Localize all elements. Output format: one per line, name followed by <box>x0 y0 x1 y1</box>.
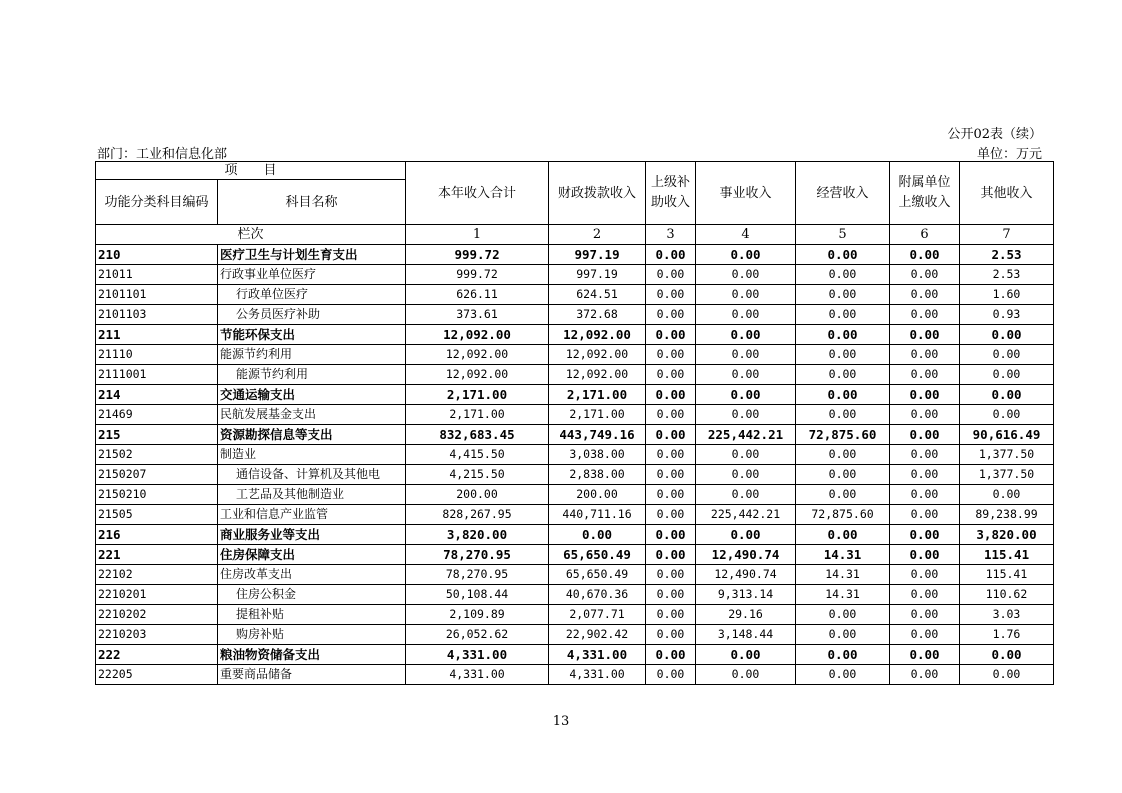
row-other: 1.60 <box>960 285 1054 305</box>
row-code: 2150210 <box>96 485 218 505</box>
row-affiliate: 0.00 <box>890 285 960 305</box>
row-superior: 0.00 <box>646 505 696 525</box>
row-other: 89,238.99 <box>960 505 1054 525</box>
row-operating: 14.31 <box>796 545 890 565</box>
superior-header <box>646 162 696 225</box>
row-fiscal: 40,670.36 <box>549 585 646 605</box>
row-fiscal: 200.00 <box>549 485 646 505</box>
row-total: 2,171.00 <box>406 405 549 425</box>
row-affiliate: 0.00 <box>890 265 960 285</box>
business-header: 事业收入 <box>696 162 796 225</box>
col-index-5: 5 <box>796 225 890 245</box>
table-row <box>96 405 1054 425</box>
row-total: 832,683.45 <box>406 425 549 445</box>
row-other: 0.00 <box>960 665 1054 685</box>
row-business: 0.00 <box>696 245 796 265</box>
row-business: 0.00 <box>696 345 796 365</box>
row-operating: 0.00 <box>796 245 890 265</box>
row-code: 2101101 <box>96 285 218 305</box>
table-row <box>96 265 1054 285</box>
affiliate-header <box>890 162 960 225</box>
row-affiliate: 0.00 <box>890 605 960 625</box>
table-row <box>96 285 1054 305</box>
row-total: 50,108.44 <box>406 585 549 605</box>
row-affiliate: 0.00 <box>890 645 960 665</box>
row-superior: 0.00 <box>646 325 696 345</box>
row-name: 粮油物资储备支出 <box>218 645 406 665</box>
name-header: 科目名称 <box>218 180 406 225</box>
row-name: 公务员医疗补助 <box>218 305 406 325</box>
row-fiscal: 372.68 <box>549 305 646 325</box>
table-row <box>96 585 1054 605</box>
row-operating: 0.00 <box>796 645 890 665</box>
row-name: 提租补贴 <box>218 605 406 625</box>
row-total: 3,820.00 <box>406 525 549 545</box>
row-fiscal: 4,331.00 <box>549 665 646 685</box>
row-total: 999.72 <box>406 245 549 265</box>
row-other: 2.53 <box>960 245 1054 265</box>
row-operating: 0.00 <box>796 485 890 505</box>
row-fiscal: 22,902.42 <box>549 625 646 645</box>
row-code: 21011 <box>96 265 218 285</box>
row-fiscal: 624.51 <box>549 285 646 305</box>
row-superior: 0.00 <box>646 625 696 645</box>
row-total: 78,270.95 <box>406 565 549 585</box>
row-code: 21469 <box>96 405 218 425</box>
row-business: 0.00 <box>696 465 796 485</box>
row-fiscal: 2,171.00 <box>549 405 646 425</box>
row-name: 工业和信息产业监管 <box>218 505 406 525</box>
row-business: 0.00 <box>696 325 796 345</box>
row-total: 373.61 <box>406 305 549 325</box>
row-other: 0.00 <box>960 365 1054 385</box>
row-superior: 0.00 <box>646 265 696 285</box>
row-business: 29.16 <box>696 605 796 625</box>
form-label: 公开02表（续） <box>947 127 1042 142</box>
row-business: 0.00 <box>696 365 796 385</box>
table-row <box>96 645 1054 665</box>
row-other: 0.00 <box>960 485 1054 505</box>
row-name: 能源节约利用 <box>218 345 406 365</box>
table-row <box>96 485 1054 505</box>
code-header: 功能分类科目编码 <box>96 180 218 225</box>
row-fiscal: 4,331.00 <box>549 645 646 665</box>
row-other: 0.93 <box>960 305 1054 325</box>
row-total: 999.72 <box>406 265 549 285</box>
row-operating: 0.00 <box>796 465 890 485</box>
row-other: 0.00 <box>960 405 1054 425</box>
row-operating: 0.00 <box>796 325 890 345</box>
row-affiliate: 0.00 <box>890 505 960 525</box>
row-other: 0.00 <box>960 385 1054 405</box>
row-fiscal: 65,650.49 <box>549 545 646 565</box>
row-fiscal: 997.19 <box>549 265 646 285</box>
operating-header: 经营收入 <box>796 162 890 225</box>
row-total: 200.00 <box>406 485 549 505</box>
row-name: 民航发展基金支出 <box>218 405 406 425</box>
row-business: 0.00 <box>696 405 796 425</box>
row-other: 0.00 <box>960 325 1054 345</box>
row-fiscal: 2,171.00 <box>549 385 646 405</box>
col-index-7: 7 <box>960 225 1054 245</box>
affiliate-header-line1: 附属单位 <box>898 175 951 190</box>
superior-header-line1: 上级补 <box>651 175 691 190</box>
row-superior: 0.00 <box>646 245 696 265</box>
row-code: 2210202 <box>96 605 218 625</box>
income-table <box>95 161 1054 685</box>
row-total: 2,109.89 <box>406 605 549 625</box>
row-code: 21505 <box>96 505 218 525</box>
row-affiliate: 0.00 <box>890 445 960 465</box>
row-affiliate: 0.00 <box>890 665 960 685</box>
row-total: 2,171.00 <box>406 385 549 405</box>
row-total: 12,092.00 <box>406 365 549 385</box>
table-row <box>96 305 1054 325</box>
row-fiscal: 12,092.00 <box>549 365 646 385</box>
row-operating: 0.00 <box>796 305 890 325</box>
row-business: 0.00 <box>696 645 796 665</box>
row-superior: 0.00 <box>646 545 696 565</box>
row-superior: 0.00 <box>646 605 696 625</box>
row-name: 节能环保支出 <box>218 325 406 345</box>
row-business: 0.00 <box>696 265 796 285</box>
row-operating: 0.00 <box>796 625 890 645</box>
row-business: 225,442.21 <box>696 505 796 525</box>
row-name: 通信设备、计算机及其他电 <box>218 465 406 485</box>
row-name: 交通运输支出 <box>218 385 406 405</box>
row-affiliate: 0.00 <box>890 525 960 545</box>
row-code: 216 <box>96 525 218 545</box>
row-code: 2210203 <box>96 625 218 645</box>
row-superior: 0.00 <box>646 525 696 545</box>
total-header: 本年收入合计 <box>406 162 549 225</box>
row-fiscal: 2,838.00 <box>549 465 646 485</box>
row-affiliate: 0.00 <box>890 625 960 645</box>
row-other: 3,820.00 <box>960 525 1054 545</box>
row-affiliate: 0.00 <box>890 425 960 445</box>
row-code: 22205 <box>96 665 218 685</box>
row-business: 9,313.14 <box>696 585 796 605</box>
affiliate-header-line2: 上缴收入 <box>898 195 951 210</box>
row-affiliate: 0.00 <box>890 585 960 605</box>
row-name: 住房保障支出 <box>218 545 406 565</box>
row-code: 2111001 <box>96 365 218 385</box>
row-other: 3.03 <box>960 605 1054 625</box>
row-code: 2101103 <box>96 305 218 325</box>
table-row <box>96 445 1054 465</box>
row-business: 12,490.74 <box>696 545 796 565</box>
row-total: 828,267.95 <box>406 505 549 525</box>
fiscal-header: 财政拨款收入 <box>549 162 646 225</box>
col-index-6: 6 <box>890 225 960 245</box>
row-operating: 0.00 <box>796 445 890 465</box>
row-affiliate: 0.00 <box>890 485 960 505</box>
row-code: 221 <box>96 545 218 565</box>
row-operating: 14.31 <box>796 585 890 605</box>
row-name: 购房补贴 <box>218 625 406 645</box>
row-superior: 0.00 <box>646 665 696 685</box>
row-operating: 0.00 <box>796 345 890 365</box>
row-fiscal: 12,092.00 <box>549 345 646 365</box>
row-code: 215 <box>96 425 218 445</box>
row-business: 0.00 <box>696 525 796 545</box>
row-other: 110.62 <box>960 585 1054 605</box>
row-code: 211 <box>96 325 218 345</box>
table-row <box>96 505 1054 525</box>
row-other: 115.41 <box>960 565 1054 585</box>
page-number: 13 <box>552 714 570 729</box>
table-row <box>96 525 1054 545</box>
row-name: 医疗卫生与计划生育支出 <box>218 245 406 265</box>
table-row <box>96 325 1054 345</box>
row-name: 住房改革支出 <box>218 565 406 585</box>
row-total: 12,092.00 <box>406 325 549 345</box>
row-fiscal: 440,711.16 <box>549 505 646 525</box>
row-fiscal: 0.00 <box>549 525 646 545</box>
table-row <box>96 245 1054 265</box>
row-fiscal: 2,077.71 <box>549 605 646 625</box>
row-name: 能源节约利用 <box>218 365 406 385</box>
row-operating: 0.00 <box>796 405 890 425</box>
row-business: 0.00 <box>696 285 796 305</box>
row-operating: 0.00 <box>796 385 890 405</box>
row-superior: 0.00 <box>646 365 696 385</box>
table-row <box>96 425 1054 445</box>
row-code: 21502 <box>96 445 218 465</box>
row-other: 1.76 <box>960 625 1054 645</box>
row-other: 0.00 <box>960 345 1054 365</box>
item-header: 项 目 <box>96 162 406 180</box>
row-affiliate: 0.00 <box>890 405 960 425</box>
row-business: 0.00 <box>696 445 796 465</box>
row-code: 22102 <box>96 565 218 585</box>
row-business: 0.00 <box>696 305 796 325</box>
row-superior: 0.00 <box>646 405 696 425</box>
row-business: 0.00 <box>696 485 796 505</box>
row-affiliate: 0.00 <box>890 305 960 325</box>
row-total: 4,331.00 <box>406 645 549 665</box>
row-total: 26,052.62 <box>406 625 549 645</box>
row-superior: 0.00 <box>646 485 696 505</box>
row-operating: 72,875.60 <box>796 425 890 445</box>
row-fiscal: 3,038.00 <box>549 445 646 465</box>
col-index-3: 3 <box>646 225 696 245</box>
row-affiliate: 0.00 <box>890 245 960 265</box>
table-row <box>96 385 1054 405</box>
row-superior: 0.00 <box>646 385 696 405</box>
row-fiscal: 997.19 <box>549 245 646 265</box>
table-row <box>96 625 1054 645</box>
table-row <box>96 605 1054 625</box>
row-name: 重要商品储备 <box>218 665 406 685</box>
row-name: 行政单位医疗 <box>218 285 406 305</box>
row-label-header: 栏次 <box>96 225 406 245</box>
row-code: 214 <box>96 385 218 405</box>
row-name: 商业服务业等支出 <box>218 525 406 545</box>
other-header: 其他收入 <box>960 162 1054 225</box>
row-other: 1,377.50 <box>960 465 1054 485</box>
row-affiliate: 0.00 <box>890 465 960 485</box>
row-total: 78,270.95 <box>406 545 549 565</box>
row-affiliate: 0.00 <box>890 325 960 345</box>
table-row <box>96 565 1054 585</box>
row-superior: 0.00 <box>646 585 696 605</box>
row-business: 225,442.21 <box>696 425 796 445</box>
row-other: 2.53 <box>960 265 1054 285</box>
row-operating: 0.00 <box>796 265 890 285</box>
row-code: 2150207 <box>96 465 218 485</box>
row-superior: 0.00 <box>646 425 696 445</box>
row-affiliate: 0.00 <box>890 385 960 405</box>
row-fiscal: 443,749.16 <box>549 425 646 445</box>
row-superior: 0.00 <box>646 345 696 365</box>
row-business: 12,490.74 <box>696 565 796 585</box>
row-total: 4,415.50 <box>406 445 549 465</box>
row-total: 12,092.00 <box>406 345 549 365</box>
row-superior: 0.00 <box>646 645 696 665</box>
row-affiliate: 0.00 <box>890 565 960 585</box>
row-code: 222 <box>96 645 218 665</box>
row-total: 4,215.50 <box>406 465 549 485</box>
row-code: 210 <box>96 245 218 265</box>
table-row <box>96 465 1054 485</box>
row-business: 0.00 <box>696 665 796 685</box>
row-fiscal: 12,092.00 <box>549 325 646 345</box>
row-affiliate: 0.00 <box>890 545 960 565</box>
row-operating: 0.00 <box>796 665 890 685</box>
row-superior: 0.00 <box>646 285 696 305</box>
row-name: 行政事业单位医疗 <box>218 265 406 285</box>
row-total: 626.11 <box>406 285 549 305</box>
row-business: 0.00 <box>696 385 796 405</box>
row-operating: 14.31 <box>796 565 890 585</box>
row-other: 90,616.49 <box>960 425 1054 445</box>
row-name: 制造业 <box>218 445 406 465</box>
row-other: 115.41 <box>960 545 1054 565</box>
row-affiliate: 0.00 <box>890 365 960 385</box>
table-row <box>96 545 1054 565</box>
table-row <box>96 345 1054 365</box>
row-name: 住房公积金 <box>218 585 406 605</box>
row-operating: 0.00 <box>796 605 890 625</box>
col-index-2: 2 <box>549 225 646 245</box>
row-superior: 0.00 <box>646 305 696 325</box>
col-index-4: 4 <box>696 225 796 245</box>
row-superior: 0.00 <box>646 565 696 585</box>
row-fiscal: 65,650.49 <box>549 565 646 585</box>
row-code: 21110 <box>96 345 218 365</box>
row-operating: 0.00 <box>796 365 890 385</box>
row-business: 3,148.44 <box>696 625 796 645</box>
row-name: 资源勘探信息等支出 <box>218 425 406 445</box>
row-other: 0.00 <box>960 645 1054 665</box>
table-row <box>96 665 1054 685</box>
row-code: 2210201 <box>96 585 218 605</box>
department-label: 部门：工业和信息化部 <box>97 147 228 162</box>
col-index-1: 1 <box>406 225 549 245</box>
row-total: 4,331.00 <box>406 665 549 685</box>
row-operating: 72,875.60 <box>796 505 890 525</box>
row-operating: 0.00 <box>796 525 890 545</box>
unit-label: 单位：万元 <box>976 147 1042 162</box>
row-name: 工艺品及其他制造业 <box>218 485 406 505</box>
row-operating: 0.00 <box>796 285 890 305</box>
superior-header-line2: 助收入 <box>651 195 691 210</box>
table-row <box>96 365 1054 385</box>
row-affiliate: 0.00 <box>890 345 960 365</box>
row-superior: 0.00 <box>646 445 696 465</box>
row-other: 1,377.50 <box>960 445 1054 465</box>
row-superior: 0.00 <box>646 465 696 485</box>
